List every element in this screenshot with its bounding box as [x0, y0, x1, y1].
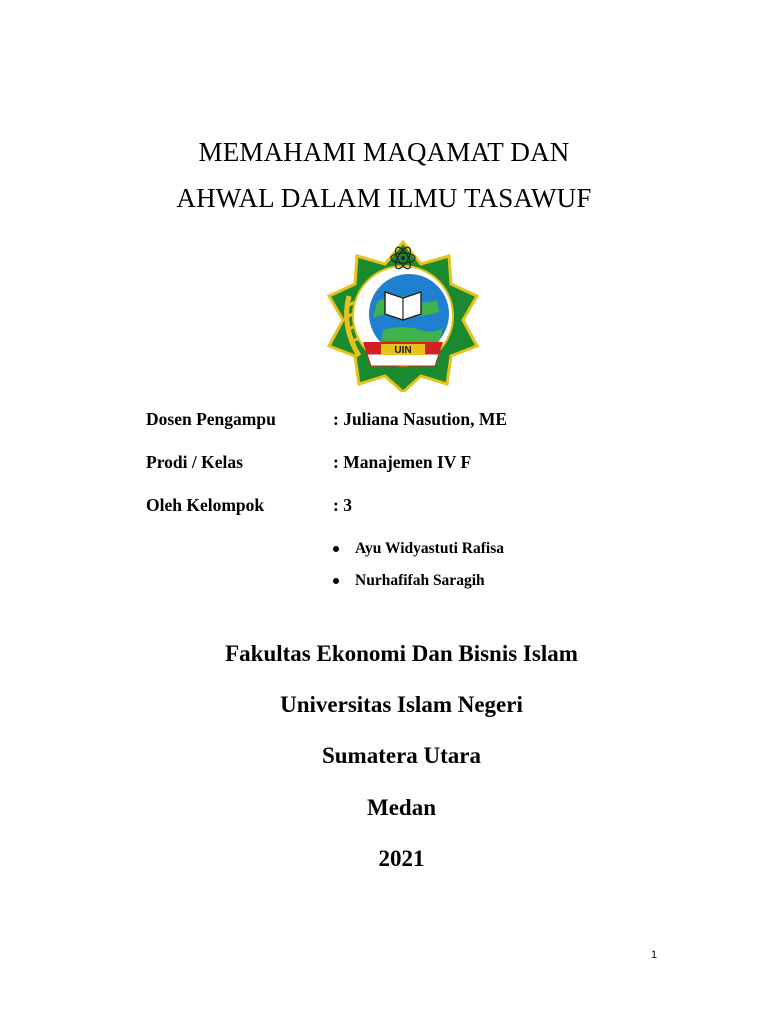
uin-university-emblem-icon	[320, 240, 486, 392]
title-line-1: MEMAHAMI MAQAMAT DAN	[198, 137, 570, 167]
svg-text:UIN: UIN	[394, 345, 412, 356]
member-name: Nurhafifah Saragih	[355, 572, 485, 589]
bullet-icon	[333, 546, 339, 552]
info-value: : Juliana Nasution, ME	[333, 409, 508, 429]
member-name: Ayu Widyastuti Rafisa	[355, 540, 505, 557]
info-label: Prodi / Kelas	[146, 452, 243, 472]
info-value: : 3	[333, 495, 352, 515]
year: 2021	[378, 846, 425, 871]
bullet-icon	[333, 578, 339, 584]
region-name: Sumatera Utara	[321, 743, 482, 768]
faculty-name: Fakultas Ekonomi Dan Bisnis Islam	[225, 641, 578, 666]
title-line-2: AHWAL DALAM ILMU TASAWUF	[176, 183, 592, 213]
university-name: Universitas Islam Negeri	[280, 692, 523, 717]
city-name: Medan	[367, 795, 436, 820]
page-number: 1	[651, 949, 658, 961]
info-label: Oleh Kelompok	[146, 495, 265, 515]
info-label: Dosen Pengampu	[146, 409, 276, 429]
info-value: : Manajemen IV F	[333, 452, 472, 472]
